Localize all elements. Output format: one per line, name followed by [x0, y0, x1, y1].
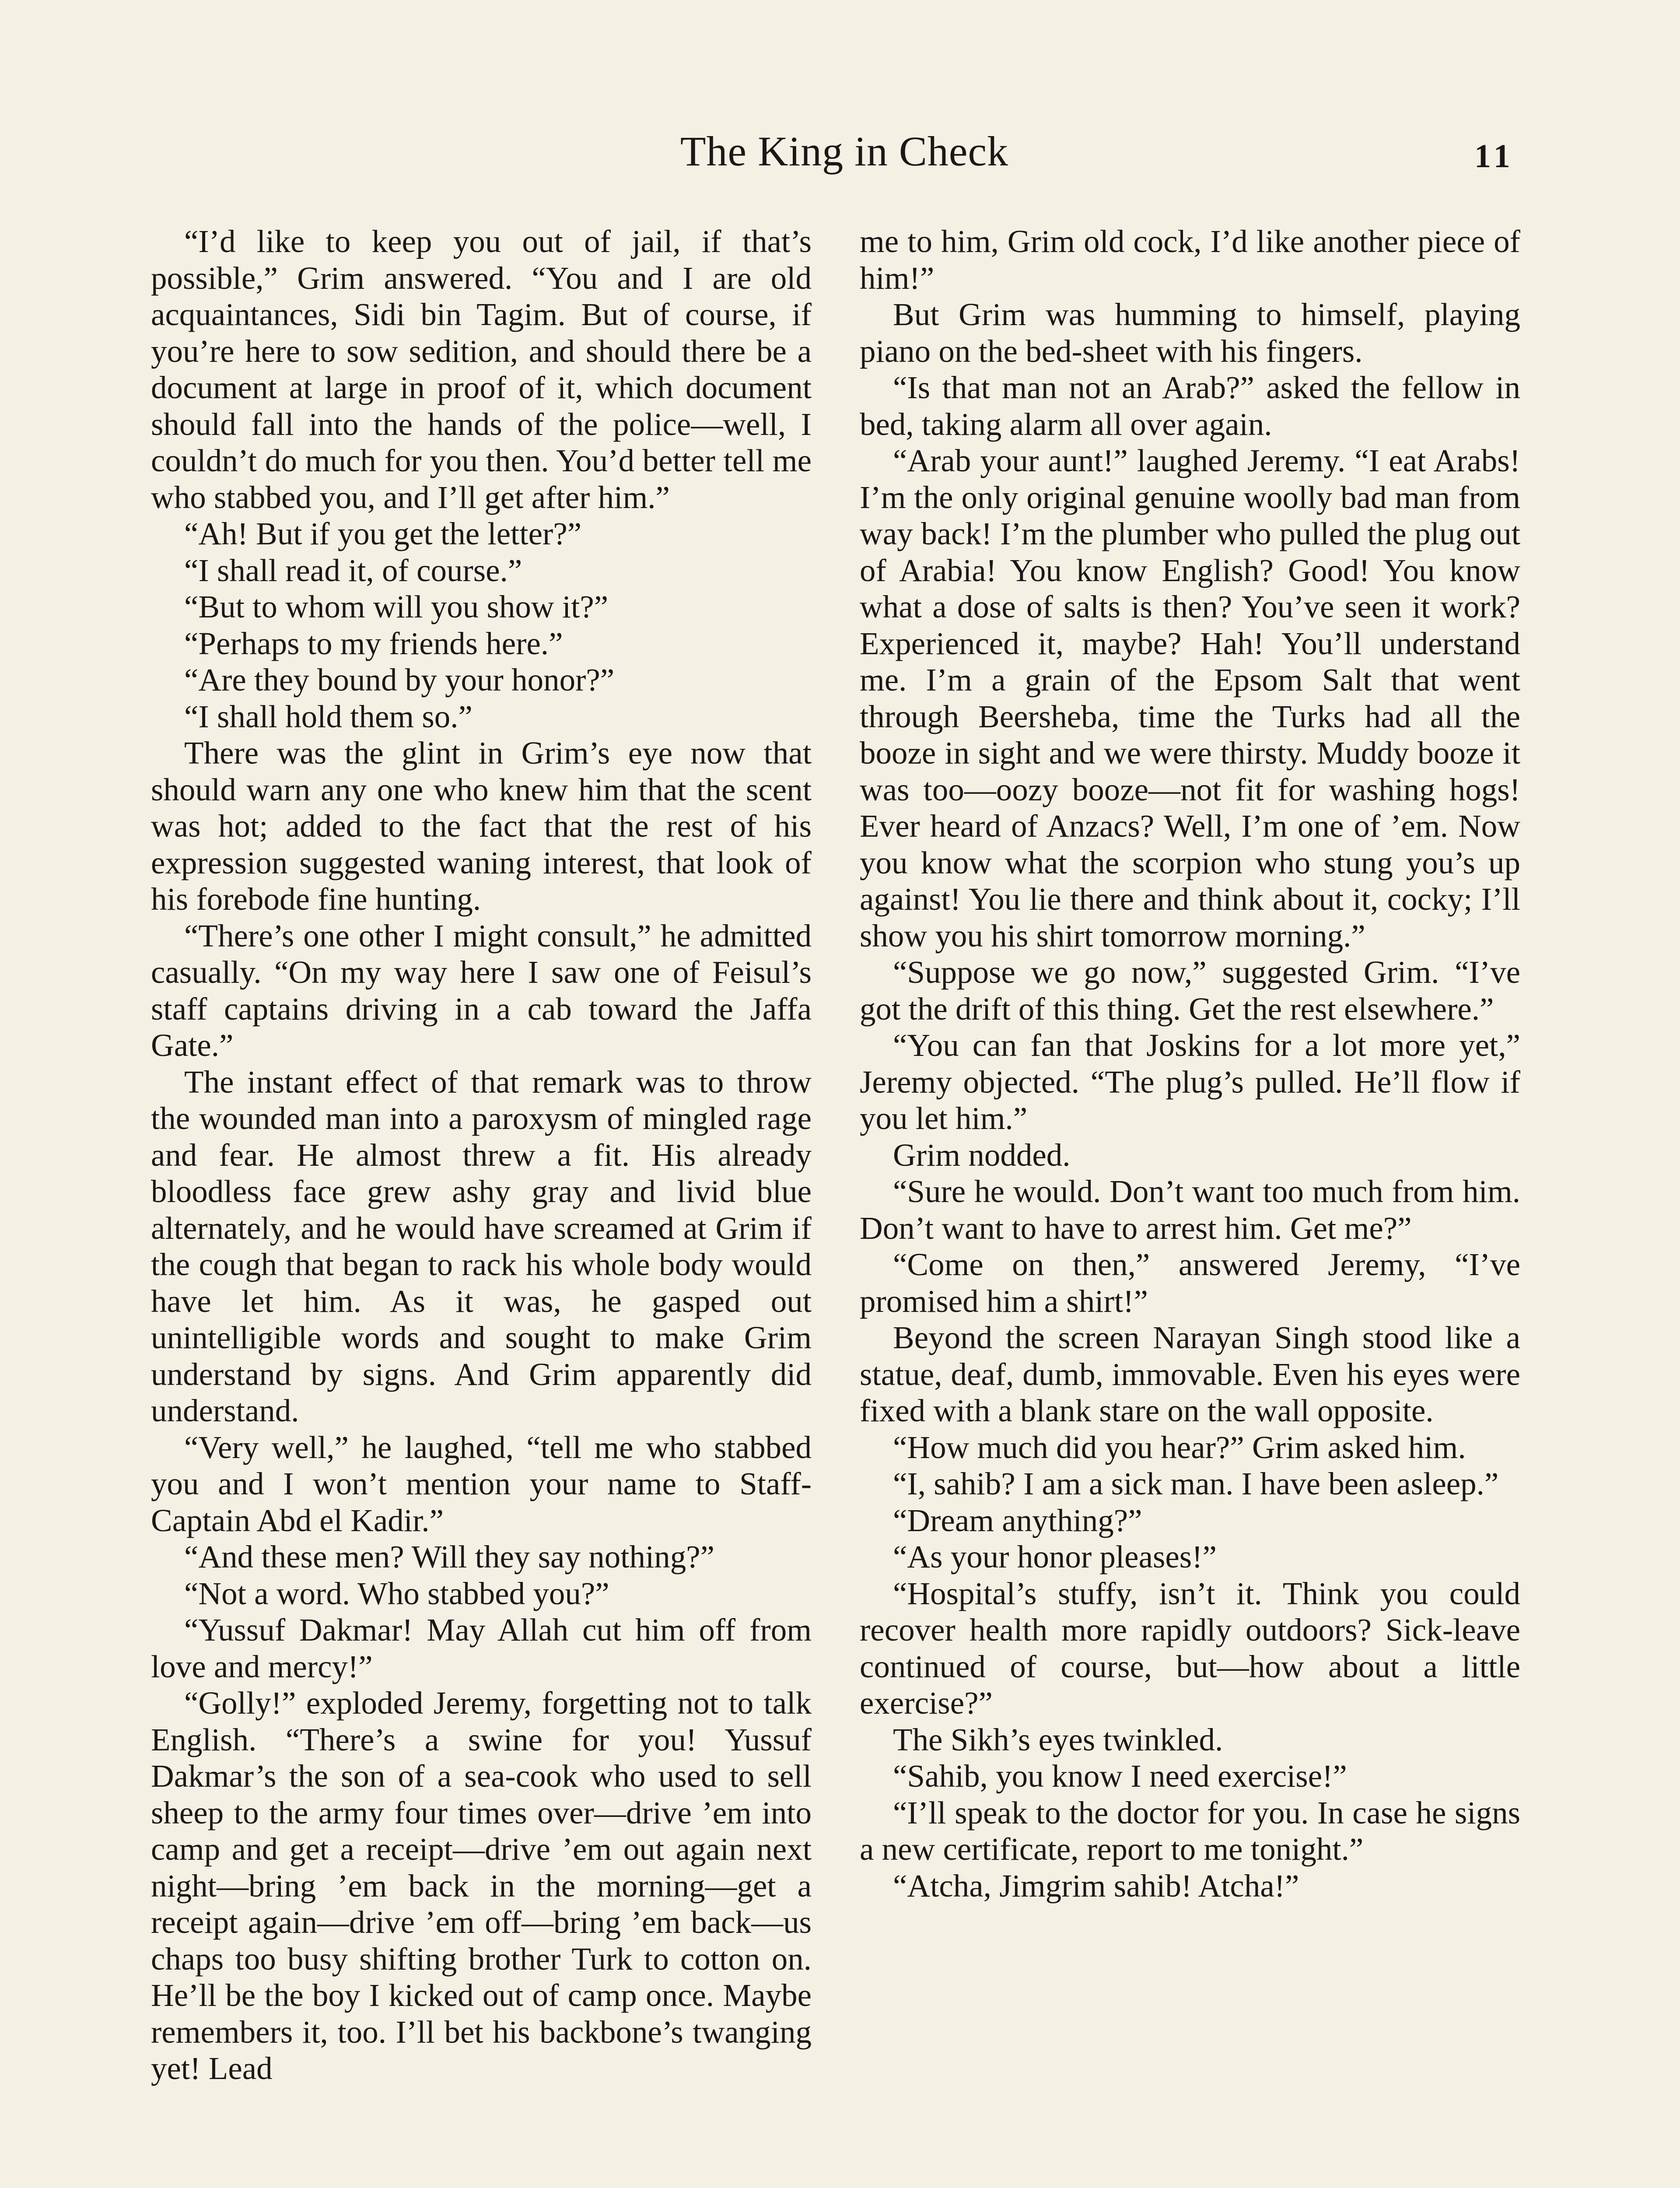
paragraph: “I shall hold them so.” — [184, 698, 472, 734]
paragraph: “How much did you hear?” Grim asked him. — [893, 1429, 1466, 1465]
paragraph: “And these men? Will they say nothing?” — [184, 1539, 715, 1574]
paragraph: “I’ll speak to the doctor for you. In case he signs a new certificate, report to me tonight.” — [860, 1795, 1520, 1867]
paragraph: “Perhaps to my friends here.” — [184, 625, 563, 661]
paragraph: There was the glint in Grim’s eye now that should warn any one who knew him that the scent was hot; added to the fact that the rest of his expression suggested waning interest, that look of his forebode fine hunting. — [151, 735, 812, 917]
paragraph: “There’s one other I might consult,” he admitted casually. “On my way here I saw one of Feisul’s staff captains driving in a cab toward the Jaffa Gate.” — [151, 918, 812, 1063]
right-column — [860, 223, 1520, 1904]
paragraph-continued: me to him, Grim old cock, I’d like another piece of him!” — [860, 224, 1520, 296]
running-head — [0, 127, 1680, 188]
left-column — [151, 223, 812, 2087]
paragraph: The Sikh’s eyes twinkled. — [893, 1722, 1223, 1757]
paragraph: Beyond the screen Narayan Singh stood like a statue, deaf, dumb, immovable. Even his eyes were fixed with a blank stare on the wall opposite. — [860, 1320, 1520, 1428]
paragraph: “Yussuf Dakmar! May Allah cut him off from love and mercy!” — [151, 1612, 812, 1684]
paragraph: “I shall read it, of course.” — [184, 552, 522, 588]
paragraph: “Dream anything?” — [893, 1502, 1142, 1538]
paragraph: “Very well,” he laughed, “tell me who stabbed you and I won’t mention your name to Staff-Captain Abd el Kadir.” — [151, 1429, 812, 1538]
paragraph: The instant effect of that remark was to throw the wounded man into a paroxysm of mingled rage and fear. He almost threw a fit. His already bloodless face grew ashy gray and livid blue alternately, and he would have screamed at Grim if the cough that began to rack his whole body would have let him. As it was, he gasped out unintelligible words and sought to make Grim understand by signs. And Grim apparently did understand. — [151, 1064, 812, 1428]
paragraph: “As your honor pleases!” — [893, 1539, 1217, 1574]
page-number: 11 — [1474, 138, 1515, 175]
paragraph: But Grim was humming to himself, playing piano on the bed-sheet with his fingers. — [860, 297, 1520, 369]
paragraph: “Ah! But if you get the letter?” — [184, 516, 582, 551]
paragraph: “Suppose we go now,” suggested Grim. “I’ve got the drift of this thing. Get the rest elsewhere.” — [860, 954, 1520, 1027]
paragraph: “Not a word. Who stabbed you?” — [184, 1575, 609, 1611]
paragraph: “Golly!” exploded Jeremy, forgetting not to talk English. “There’s a swine for you! Yussuf Dakmar’s the son of a sea-cook who used to sell sheep to the army four times over—drive ’em into camp and get a receipt—drive ’em out again next night—bring ’em back in the morning—get a receipt again—drive ’em off—bring ’em back—us chaps too busy shifting brother Turk to cotton on. He’ll be the boy I kicked out of camp once. Maybe remembers it, too. I’ll bet his backbone’s twanging yet! Lead — [151, 1685, 812, 2086]
paragraph: “Sahib, you know I need exercise!” — [893, 1758, 1347, 1794]
paragraph: Grim nodded. — [893, 1137, 1071, 1173]
running-title: The King in Check — [680, 128, 1009, 175]
paragraph: “Atcha, Jimgrim sahib! Atcha!” — [893, 1868, 1299, 1904]
paragraph: “But to whom will you show it?” — [184, 589, 609, 624]
paragraph: “I, sahib? I am a sick man. I have been asleep.” — [893, 1466, 1499, 1501]
paragraph: “Hospital’s stuffy, isn’t it. Think you could recover health more rapidly outdoors? Sick-leave continued of course, but—how about a little exercise?” — [860, 1575, 1520, 1721]
paragraph: “Come on then,” answered Jeremy, “I’ve promised him a shirt!” — [860, 1247, 1520, 1319]
paragraph: “I’d like to keep you out of jail, if that’s possible,” Grim answered. “You and I are old acquaintances, Sidi bin Tagim. But of course, if you’re here to sow sedition, and should there be a document at large in proof of it, which document should fall into the hands of the police—well, I couldn’t do much for you then. You’d better tell me who stabbed you, and I’ll get after him.” — [151, 224, 812, 515]
paragraph: “Arab your aunt!” laughed Jeremy. “I eat Arabs! I’m the only original genuine woolly bad man from way back! I’m the plumber who pulled the plug out of Arabia! You know English? Good! You know what a dose of salts is then? You’ve seen it work? Experienced it, maybe? Hah! You’ll understand me. I’m a grain of the Epsom Salt that went through Beersheba, time the Turks had all the booze in sight and we were thirsty. Muddy booze it was too—oozy booze—not fit for washing hogs! Ever heard of Anzacs? Well, I’m one of ’em. Now you know what the scorpion who stung you’s up against! You lie there and think about it, cocky; I’ll show you his shirt tomorrow morning.” — [860, 443, 1520, 954]
paragraph: “You can fan that Joskins for a lot more yet,” Jeremy objected. “The plug’s pulled. He’ll flow if you let him.” — [860, 1027, 1520, 1136]
paragraph: “Are they bound by your honor?” — [184, 662, 615, 698]
paragraph: “Sure he would. Don’t want too much from him. Don’t want to have to arrest him. Get me?” — [860, 1174, 1520, 1246]
paragraph: “Is that man not an Arab?” asked the fellow in bed, taking alarm all over again. — [860, 370, 1520, 442]
